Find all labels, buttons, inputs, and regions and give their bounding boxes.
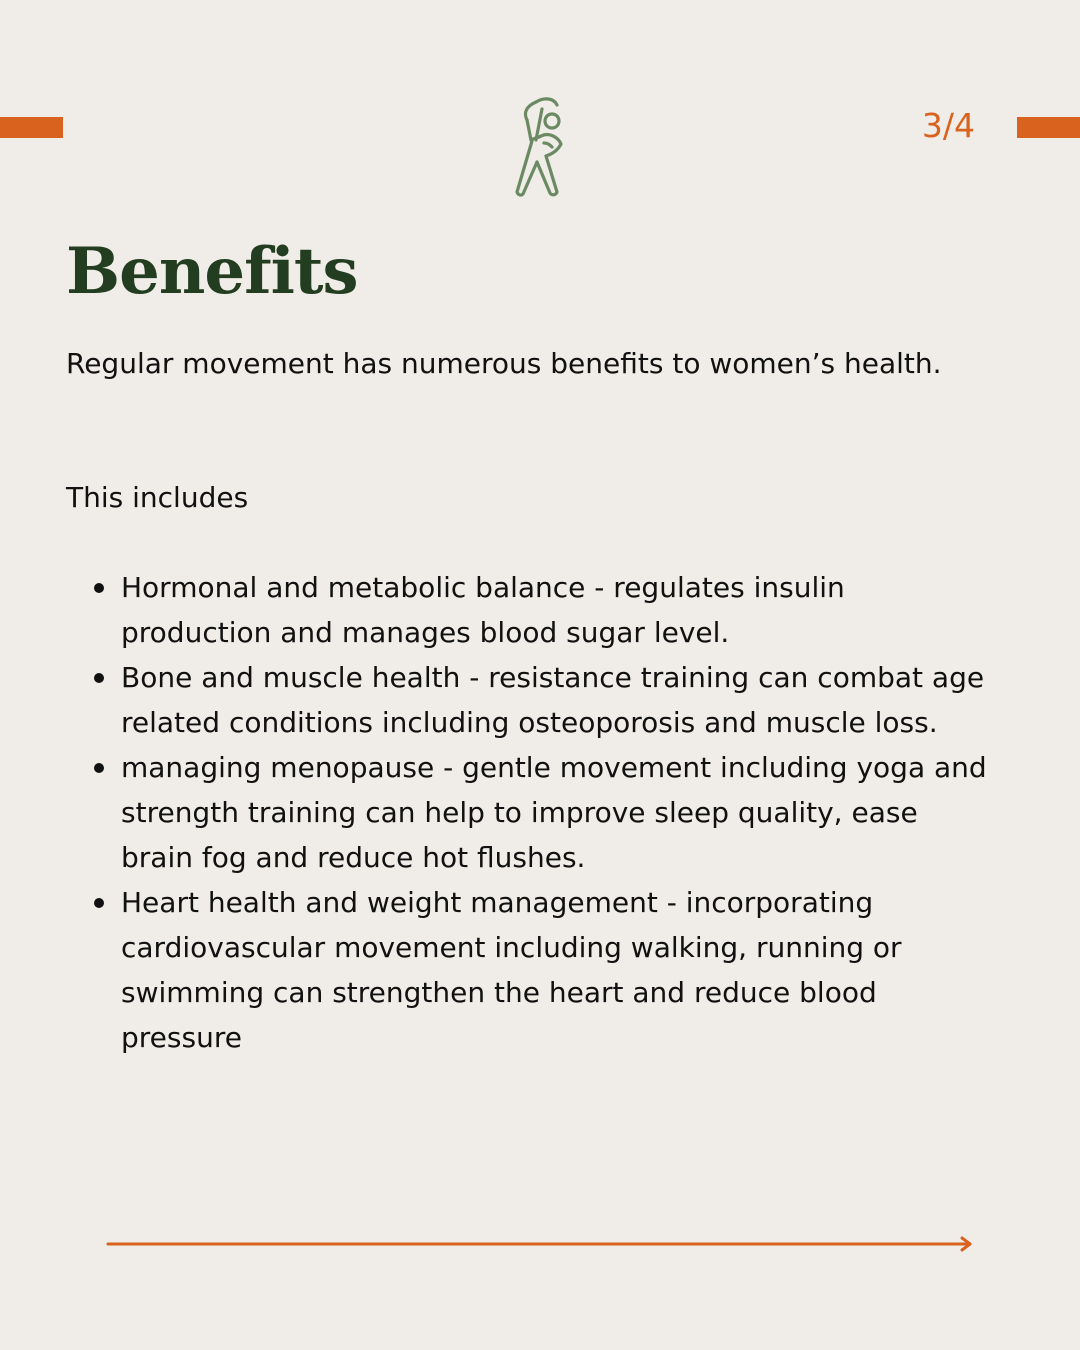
- benefit-item-bone-muscle: [121, 655, 991, 745]
- right-accent-bar: [1017, 117, 1080, 138]
- intro-paragraph: Regular movement has numerous benefits to women’s health.: [66, 347, 942, 380]
- bullet-icon: [94, 583, 104, 593]
- includes-label: This includes: [66, 481, 249, 514]
- benefit-item-menopause: [121, 745, 991, 880]
- benefit-text: Hormonal and metabolic balance - regulates insulin production and manages blood sugar level.: [121, 571, 845, 649]
- page-counter: 3/4: [921, 106, 975, 145]
- benefit-item-heart-health: [121, 880, 991, 1060]
- benefit-text: managing menopause - gentle movement including yoga and strength training can help to improve sleep quality, ease brain fog and reduce hot flushes.: [121, 751, 987, 874]
- bullet-icon: [94, 673, 104, 683]
- bullet-icon: [94, 898, 104, 908]
- benefit-text: Heart health and weight management - incorporating cardiovascular movement including walking, running or swimming can strengthen the heart and reduce blood pressure: [121, 886, 902, 1054]
- arrow-right-icon[interactable]: [106, 1234, 976, 1254]
- page-title: Benefits: [66, 234, 358, 309]
- bullet-icon: [94, 763, 104, 773]
- benefits-list: [121, 565, 991, 1060]
- benefit-text: Bone and muscle health - resistance training can combat age related conditions including osteoporosis and muscle loss.: [121, 661, 985, 739]
- benefit-item-hormonal: [121, 565, 991, 655]
- stretching-figure-icon: [508, 96, 572, 200]
- left-accent-bar: [0, 117, 63, 138]
